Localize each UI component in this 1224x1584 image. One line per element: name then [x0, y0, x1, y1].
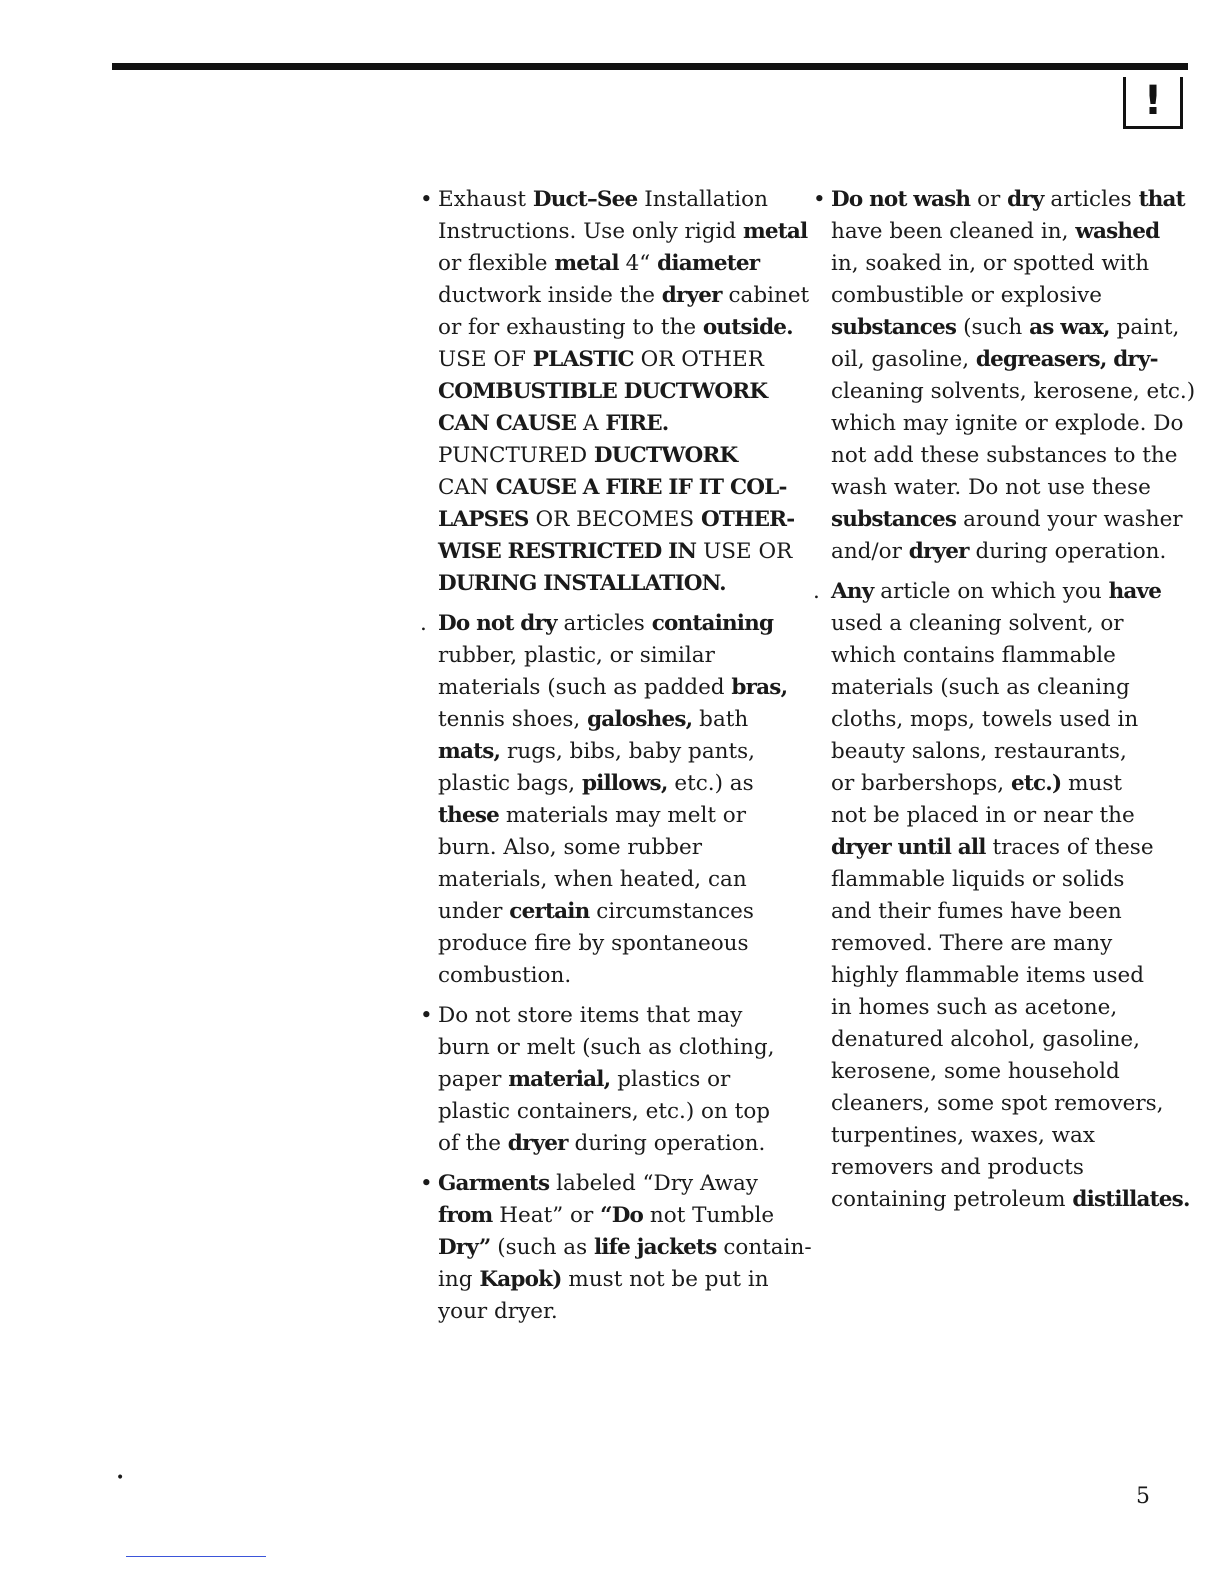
text-line — [420, 440, 800, 472]
bullet-marker: . — [420, 611, 427, 636]
body-text: materials, when heated, can — [438, 867, 747, 892]
bullet-marker: • — [813, 187, 826, 212]
bullet-item-do-not-dry-rubber — [420, 608, 800, 992]
body-text: (such as — [490, 1235, 594, 1260]
body-text: paint, — [1109, 315, 1180, 340]
body-text: highly flammable items used — [831, 963, 1144, 988]
text-line — [420, 344, 800, 376]
body-text: article on which you — [873, 579, 1109, 604]
text-line — [813, 992, 1178, 1024]
body-text: around your washer — [956, 507, 1183, 532]
text-line — [813, 864, 1178, 896]
text-line — [420, 864, 800, 896]
body-text: not be placed in or near the — [831, 803, 1135, 828]
text-line — [813, 768, 1178, 800]
body-text: contain- — [716, 1235, 812, 1260]
text-line — [420, 1168, 800, 1200]
warning-glyph: ! — [1143, 78, 1163, 124]
text-line — [813, 576, 1178, 608]
body-text: circumstances — [589, 899, 754, 924]
text-line — [420, 1200, 800, 1232]
bold-text: dryer — [661, 283, 722, 308]
text-line — [813, 504, 1183, 536]
body-text: articles — [1043, 187, 1139, 212]
text-line — [420, 1000, 800, 1032]
body-text: and their fumes have been — [831, 899, 1122, 924]
text-line — [813, 1120, 1178, 1152]
bold-text: dry — [1007, 187, 1044, 212]
text-line — [420, 896, 800, 928]
text-line — [813, 312, 1178, 344]
body-text: burn or melt (such as clothing, — [438, 1035, 775, 1060]
bold-text: Do not wash — [831, 187, 971, 212]
bold-text: as wax, — [1029, 315, 1110, 340]
body-text: denatured alcohol, gasoline, — [831, 1027, 1140, 1052]
text-line — [420, 1032, 800, 1064]
text-line — [813, 1024, 1178, 1056]
body-text: articles — [556, 611, 652, 636]
body-text: cloths, mops, towels used in — [831, 707, 1139, 732]
body-text: materials (such as padded — [438, 675, 732, 700]
body-text: Heat” or — [492, 1203, 601, 1228]
body-text: have been cleaned in, — [831, 219, 1076, 244]
bold-text: etc.) — [1010, 771, 1062, 796]
bold-text: certain — [509, 899, 590, 924]
bold-text: mats, — [438, 739, 501, 764]
body-text: which may ignite or explode. Do — [831, 411, 1184, 436]
body-text: flammable liquids or solids — [831, 867, 1125, 892]
body-text: plastic bags, — [438, 771, 582, 796]
body-text: under — [438, 899, 510, 924]
bold-text: degreasers, dry- — [975, 347, 1158, 372]
bullet-marker: . — [813, 579, 820, 604]
text-line — [813, 672, 1178, 704]
bold-text: Garments — [438, 1171, 550, 1196]
text-line — [813, 280, 1178, 312]
bold-text: diameter — [657, 251, 760, 276]
bold-text: Dry” — [438, 1235, 491, 1260]
text-line — [420, 568, 800, 600]
text-line — [813, 408, 1184, 440]
body-text: used a cleaning solvent, or — [831, 611, 1124, 636]
page-number: 5 — [1136, 1484, 1150, 1509]
text-line — [420, 960, 800, 992]
body-text: during operation. — [567, 1131, 766, 1156]
text-line — [813, 928, 1178, 960]
bold-text: these — [438, 803, 500, 828]
bold-text: metal — [554, 251, 619, 276]
text-line — [813, 832, 1178, 864]
text-line — [813, 376, 1196, 408]
text-line — [813, 704, 1178, 736]
body-text: must — [1061, 771, 1123, 796]
body-text: ing — [438, 1267, 480, 1292]
right-column — [813, 184, 1196, 1224]
text-line — [813, 248, 1178, 280]
body-text: oil, gasoline, — [831, 347, 976, 372]
bold-text: washed — [1075, 219, 1160, 244]
body-text: removers and products — [831, 1155, 1084, 1180]
body-text: which contains flammable — [831, 643, 1116, 668]
text-line — [813, 440, 1178, 472]
bold-text: that — [1138, 187, 1185, 212]
body-text: traces of these — [985, 835, 1154, 860]
bold-text: substances — [831, 507, 957, 532]
body-text: combustible or explosive — [831, 283, 1102, 308]
text-line — [420, 472, 800, 504]
body-text: or — [970, 187, 1008, 212]
text-line — [420, 1064, 800, 1096]
body-text: materials may melt or — [499, 803, 747, 828]
link-underline — [126, 1556, 266, 1557]
body-text: OR OTHER — [633, 347, 764, 372]
bold-text: life jackets — [593, 1235, 717, 1260]
body-text: CAN — [438, 475, 496, 500]
bullet-item-any-article — [813, 576, 1190, 1216]
body-text: A — [576, 411, 606, 436]
body-text: labeled “Dry Away — [549, 1171, 758, 1196]
body-text: removed. There are many — [831, 931, 1113, 956]
body-text: ductwork inside the — [438, 283, 662, 308]
body-text: combustion. — [438, 963, 572, 988]
text-line — [813, 184, 1185, 216]
bullet-marker: • — [420, 1003, 433, 1028]
bullet-marker: • — [420, 1171, 433, 1196]
bold-text: PLASTIC — [532, 347, 634, 372]
body-text: or flexible — [438, 251, 555, 276]
text-line — [420, 704, 800, 736]
text-line — [420, 928, 800, 960]
text-line — [420, 1296, 800, 1328]
text-line — [420, 376, 800, 408]
text-line — [420, 280, 810, 312]
text-line — [420, 184, 800, 216]
bold-text: substances — [831, 315, 957, 340]
body-text: wash water. Do not use these — [831, 475, 1151, 500]
bullet-item-garments — [420, 1168, 812, 1328]
bold-text: metal — [742, 219, 808, 244]
bold-text: dryer — [507, 1131, 568, 1156]
bold-text: distillates. — [1072, 1187, 1190, 1212]
text-line — [813, 1152, 1178, 1184]
bold-text: have — [1108, 579, 1162, 604]
body-text: OR BECOMES — [528, 507, 701, 532]
body-text: Installation — [637, 187, 768, 212]
bold-text: DURING INSTALLATION. — [438, 571, 726, 596]
top-rule — [112, 63, 1188, 70]
text-line — [420, 768, 800, 800]
text-line — [813, 472, 1178, 504]
text-line — [420, 408, 800, 440]
text-line — [813, 800, 1178, 832]
body-text: bath — [692, 707, 749, 732]
stray-dot: • — [116, 1470, 125, 1486]
bold-text: OTHER- — [700, 507, 795, 532]
body-text: turpentines, waxes, wax — [831, 1123, 1096, 1148]
text-line — [420, 1264, 800, 1296]
body-text: cleaning solvents, kerosene, etc.) — [831, 379, 1196, 404]
bold-text: LAPSES — [438, 507, 529, 532]
text-line — [420, 216, 808, 248]
body-text: USE OR — [696, 539, 793, 564]
warning-icon — [1123, 77, 1183, 129]
bold-text: pillows, — [581, 771, 668, 796]
body-text: paper — [438, 1067, 509, 1092]
text-line — [420, 1128, 800, 1160]
bold-text: WISE RESTRICTED IN — [438, 539, 697, 564]
bold-text: DUCTWORK — [593, 443, 738, 468]
bold-text: Duct–See — [532, 187, 638, 212]
body-text: Do not store items that may — [438, 1003, 743, 1028]
body-text: or for exhausting to the — [438, 315, 703, 340]
bold-text: containing — [651, 611, 774, 636]
bullet-item-do-not-wash — [813, 184, 1196, 568]
body-text: plastic containers, etc.) on top — [438, 1099, 771, 1124]
body-text: plastics or — [610, 1067, 731, 1092]
body-text: burn. Also, some rubber — [438, 835, 703, 860]
text-line — [420, 1096, 800, 1128]
body-text: your dryer. — [438, 1299, 558, 1324]
body-text: beauty salons, restaurants, — [831, 739, 1127, 764]
bold-text: material, — [508, 1067, 611, 1092]
text-line — [420, 1232, 812, 1264]
text-line — [813, 608, 1178, 640]
bold-text: dryer until all — [831, 835, 986, 860]
bullet-item-do-not-store — [420, 1000, 800, 1160]
text-line — [813, 640, 1178, 672]
body-text: and/or — [831, 539, 909, 564]
text-line — [813, 1184, 1190, 1216]
bold-text: CAUSE A FIRE IF IT COL- — [495, 475, 787, 500]
body-text: in homes such as acetone, — [831, 995, 1118, 1020]
text-line — [420, 800, 800, 832]
bold-text: “Do — [600, 1203, 644, 1228]
body-text: etc.) as — [667, 771, 754, 796]
bold-text: Any — [831, 579, 874, 604]
body-text: not add these substances to the — [831, 443, 1178, 468]
body-text: of the — [438, 1131, 508, 1156]
body-text: kerosene, some household — [831, 1059, 1120, 1084]
body-text: USE OF — [438, 347, 533, 372]
body-text: rugs, bibs, baby pants, — [500, 739, 755, 764]
bold-text: dryer — [908, 539, 969, 564]
body-text: rubber, plastic, or similar — [438, 643, 715, 668]
text-line — [420, 248, 800, 280]
bold-text: Do not dry — [438, 611, 557, 636]
bullet-item-exhaust-duct — [420, 184, 810, 600]
body-text: cleaners, some spot removers, — [831, 1091, 1164, 1116]
body-text: during operation. — [968, 539, 1167, 564]
body-text: tennis shoes, — [438, 707, 588, 732]
bold-text: from — [438, 1203, 493, 1228]
text-line — [420, 312, 800, 344]
bold-text: CAN CAUSE — [438, 411, 577, 436]
bold-text: Kapok) — [479, 1267, 562, 1292]
body-text: PUNCTURED — [438, 443, 594, 468]
bold-text: galoshes, — [587, 707, 693, 732]
text-line — [813, 344, 1178, 376]
text-line — [420, 832, 800, 864]
bold-text: FIRE. — [605, 411, 669, 436]
text-line — [420, 536, 800, 568]
bullet-marker: • — [420, 187, 433, 212]
bold-text: outside. — [702, 315, 793, 340]
body-text: materials (such as cleaning — [831, 675, 1130, 700]
body-text: Exhaust — [438, 187, 533, 212]
text-line — [813, 960, 1178, 992]
text-line — [813, 1088, 1178, 1120]
text-line — [813, 536, 1178, 568]
text-line — [420, 504, 800, 536]
body-text: must not be put in — [561, 1267, 769, 1292]
text-line — [420, 672, 800, 704]
body-text: or barbershops, — [831, 771, 1011, 796]
bold-text: COMBUSTIBLE DUCTWORK — [438, 379, 768, 404]
text-line — [813, 736, 1178, 768]
body-text: not Tumble — [643, 1203, 775, 1228]
text-line — [420, 608, 800, 640]
body-text: produce fire by spontaneous — [438, 931, 749, 956]
body-text: in, soaked in, or spotted with — [831, 251, 1150, 276]
body-text: Instructions. Use only rigid — [438, 219, 743, 244]
text-line — [813, 1056, 1178, 1088]
text-line — [420, 736, 800, 768]
body-text: containing petroleum — [831, 1187, 1073, 1212]
bold-text: bras, — [731, 675, 788, 700]
text-line — [813, 896, 1178, 928]
body-text: cabinet — [721, 283, 810, 308]
text-line — [420, 640, 800, 672]
text-line — [813, 216, 1178, 248]
left-column — [420, 184, 812, 1336]
body-text: 4“ — [618, 251, 658, 276]
body-text: (such — [956, 315, 1030, 340]
